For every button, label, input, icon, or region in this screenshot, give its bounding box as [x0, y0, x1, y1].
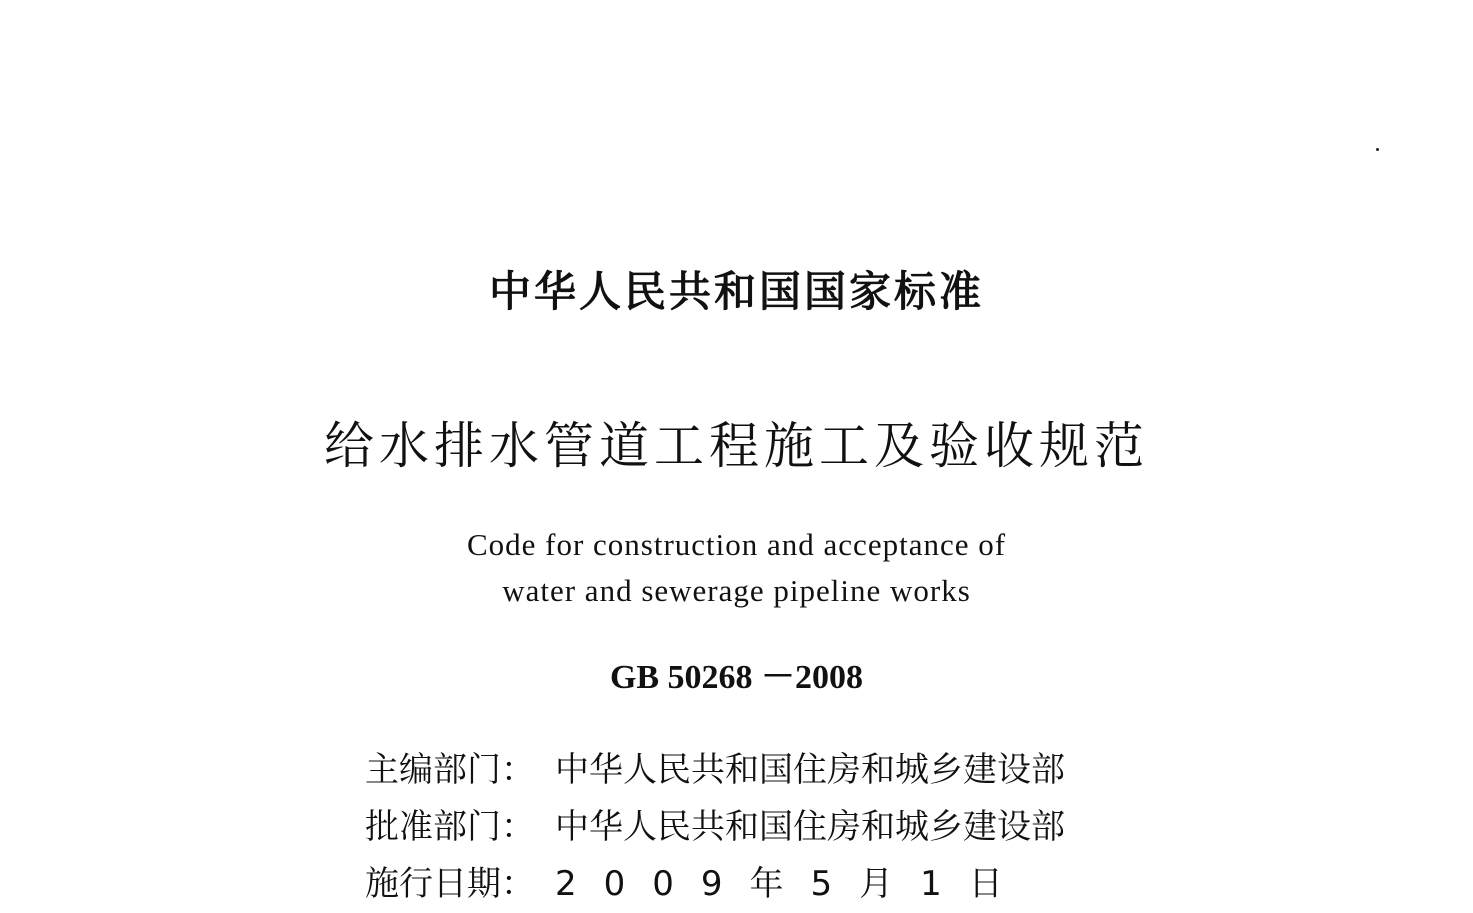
standard-code: GB 50268 －2008: [609, 659, 864, 696]
publication-info: [365, 742, 1135, 913]
approver-row: [365, 799, 1135, 856]
editor-label: 主编部门：: [365, 750, 535, 790]
editor-value: 中华人民共和国住房和城乡建设部: [555, 750, 1065, 790]
national-standard-heading: 中华人民共和国国家标准: [488, 267, 984, 316]
english-title-line-1: Code for construction and acceptance of: [466, 527, 1007, 562]
effective-date-label: 施行日期：: [365, 864, 535, 904]
english-title-line-2: water and sewerage pipeline works: [502, 573, 971, 608]
scan-speck: [1376, 148, 1379, 151]
approver-value: 中华人民共和国住房和城乡建设部: [555, 807, 1065, 847]
effective-date-value: 2009年5月1日: [555, 864, 1030, 904]
document-title-english: [0, 522, 1473, 614]
effective-date-row: [365, 856, 1135, 913]
editor-row: [365, 742, 1135, 799]
document-title-chinese: 给水排水管道工程施工及验收规范: [324, 417, 1149, 475]
approver-label: 批准部门：: [365, 807, 535, 847]
